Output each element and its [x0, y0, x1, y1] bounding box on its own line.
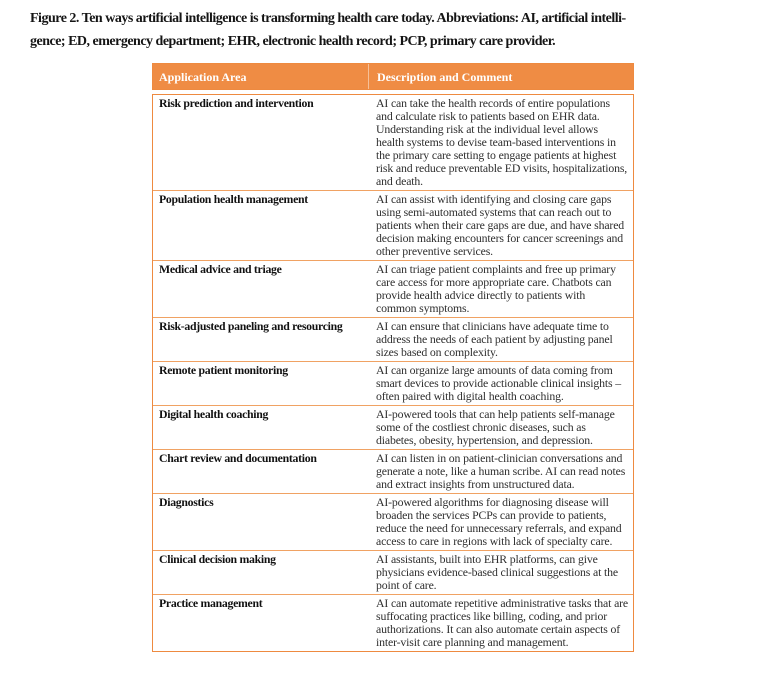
figure-caption-line-1: Figure 2. Ten ways artificial intelligence is transforming health care today. Abbreviations: AI, artificial intelli- — [30, 11, 626, 26]
application-area-cell: Digital health coaching — [159, 407, 269, 421]
application-area-cell: Practice management — [159, 596, 263, 610]
application-area-cell: Medical advice and triage — [159, 262, 282, 276]
table-row — [153, 449, 633, 493]
description-cell: AI assistants, built into EHR platforms, can give physicians evidence-based clinical suggestions at the point of care. — [376, 552, 619, 592]
description-cell: AI can triage patient complaints and free up primary care access for more appropriate care. Chatbots can provide health advice directly to patients with common symptoms. — [376, 262, 616, 315]
table-row — [153, 260, 633, 317]
figure-caption-line-2: gence; ED, emergency department; EHR, electronic health record; PCP, primary care provider. — [30, 34, 556, 49]
column-header-application-area: Application Area — [159, 70, 247, 84]
application-area-cell: Population health management — [159, 192, 308, 206]
table-row — [153, 95, 633, 190]
application-area-cell: Chart review and documentation — [159, 451, 317, 465]
description-cell: AI can ensure that clinicians have adequate time to address the needs of each patient by adjusting panel sizes based on complexity. — [376, 319, 613, 359]
table-row — [153, 361, 633, 405]
table-row — [153, 405, 633, 449]
ai-applications-table — [152, 63, 634, 652]
application-area-cell: Remote patient monitoring — [159, 363, 288, 377]
table-header-row — [152, 63, 634, 90]
figure-caption — [30, 7, 740, 53]
table-row — [153, 317, 633, 361]
description-cell: AI can listen in on patient-clinician conversations and generate a note, like a human scribe. AI can read notes and extract insights from unstructured data. — [376, 451, 626, 491]
table-row — [153, 594, 633, 651]
table-body — [152, 94, 634, 652]
description-cell: AI can take the health records of entire populations and calculate risk to patients based on EHR data. Understanding risk at the individual level allows health systems to devise team-based interventions in the primary care setting to engage patients at highest risk and reduce preventable ED visits, hospitalizations, and death. — [376, 96, 628, 188]
table-row — [153, 493, 633, 550]
description-cell: AI can assist with identifying and closing care gaps using semi-automated systems that can reach out to patients when their care gaps are due, and have shared decision making encounters for cancer screenings and other preventive services. — [376, 192, 625, 258]
description-cell: AI can automate repetitive administrative tasks that are suffocating practices like billing, coding, and prior authorizations. It can also automate certain aspects of inter-visit care planning and management. — [376, 596, 629, 649]
description-cell: AI-powered algorithms for diagnosing disease will broaden the services PCPs can provide to patients, reduce the need for unnecessary referrals, and expand access to care in regions with lack of specialty care. — [376, 495, 622, 548]
description-cell: AI can organize large amounts of data coming from smart devices to provide actionable clinical insights – often paired with digital health coaching. — [376, 363, 621, 403]
table-row — [153, 190, 633, 260]
application-area-cell: Diagnostics — [159, 495, 214, 509]
application-area-cell: Clinical decision making — [159, 552, 276, 566]
application-area-cell: Risk prediction and intervention — [159, 96, 314, 110]
description-cell: AI-powered tools that can help patients self-manage some of the costliest chronic diseases, such as diabetes, obesity, hypertension, and depression. — [376, 407, 615, 447]
application-area-cell: Risk-adjusted paneling and resourcing — [159, 319, 343, 333]
table-row — [153, 550, 633, 594]
column-header-description: Description and Comment — [368, 64, 633, 89]
